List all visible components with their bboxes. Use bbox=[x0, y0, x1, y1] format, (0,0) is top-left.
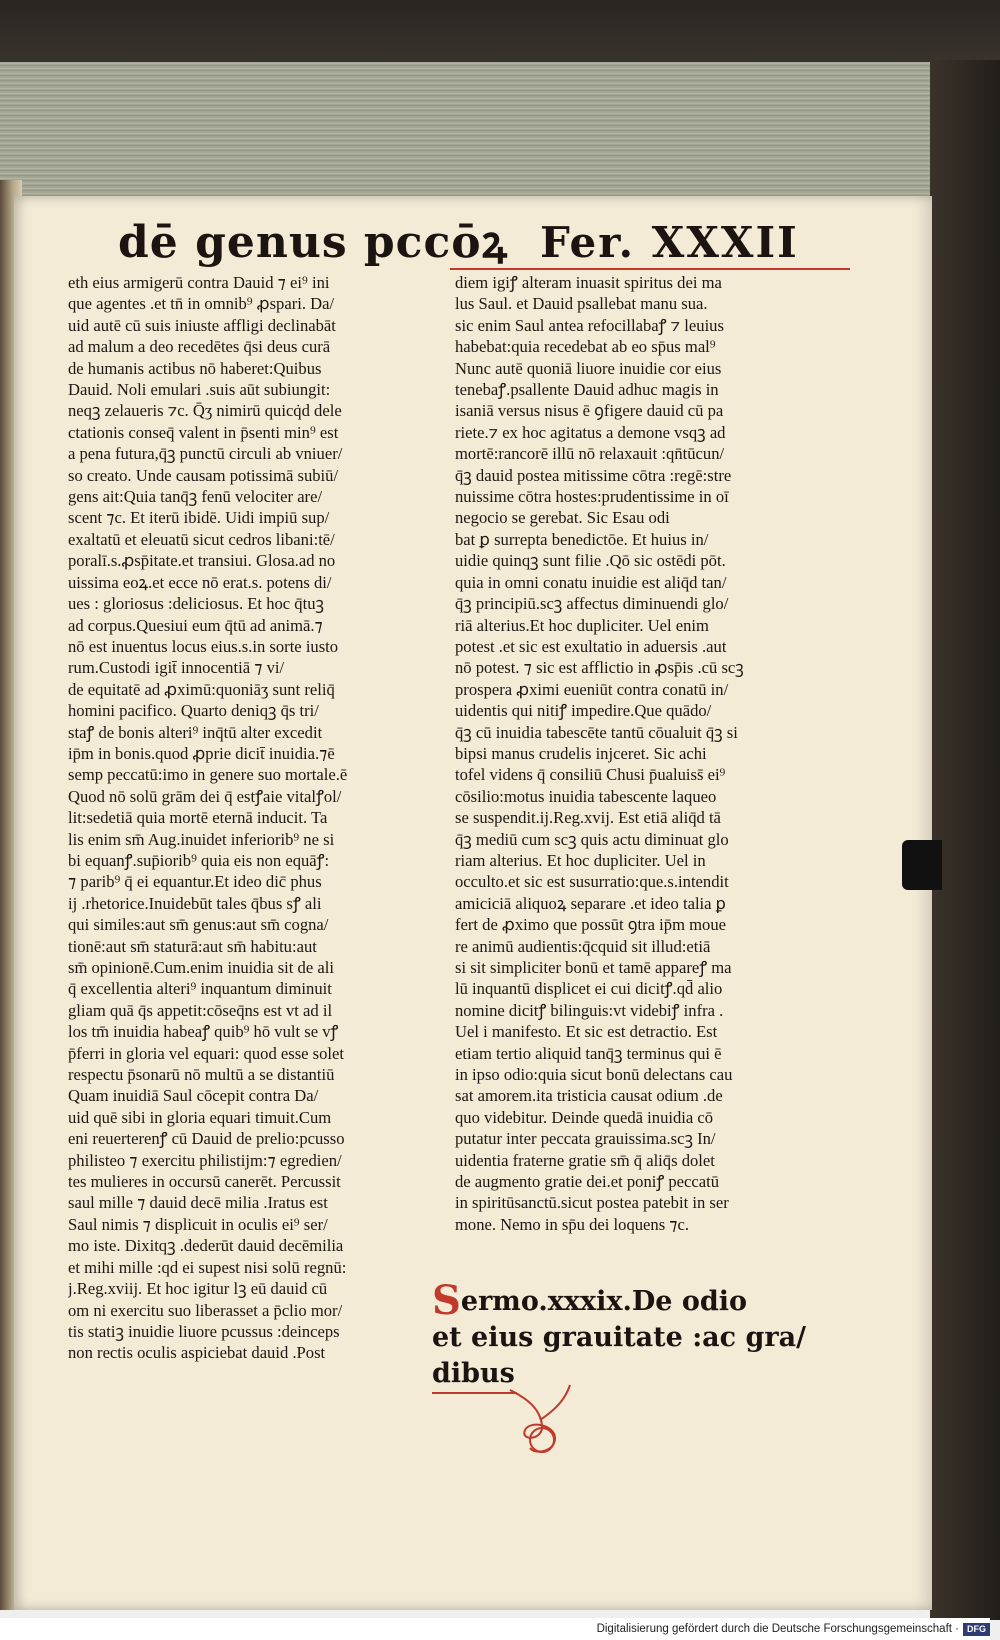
text-line: ad corpus.Quesiui eum q̄tū ad animā.⁊ bbox=[68, 615, 323, 635]
text-line: in ipso odio:quia sicut bonū delectans cau bbox=[455, 1065, 733, 1085]
text-line: gens ait:Quia tanq̄ꝫ fenū velociter are/ bbox=[68, 487, 323, 507]
text-line: quia in omni conatu inuidie est aliq̄d tan/ bbox=[455, 572, 727, 592]
text-line: ctationis conseq̄ valent in p̄senti min⁹ est bbox=[68, 422, 339, 442]
text-line: riete.⁊ ex hoc agitatus a demone vsqꝫ ad bbox=[455, 422, 726, 442]
text-line: uid quē sibi in gloria equari timuit.Cum bbox=[68, 1107, 332, 1127]
text-line: neqꝫ zelaueris ⁊c. Q̄ʒ nimirū quicq̇d dele bbox=[68, 401, 342, 421]
text-line: de equitatē ad ꝓximū:quoniāʒ sunt reliq̄ bbox=[68, 679, 335, 699]
text-line: q̄ꝫ principiū.scꝫ affectus diminuendi glo/ bbox=[455, 594, 729, 614]
left-text-column bbox=[68, 272, 440, 1364]
text-line: q̄ excellentia alteri⁹ inquantum diminuit bbox=[68, 979, 332, 999]
text-line: scent ⁊c. Et iterū ibidē. Uidi impiū sup/ bbox=[68, 508, 330, 528]
text-line: q̄ꝫ cū inuidia tabescēte tantū cōualuit q̄ꝫ si bbox=[455, 722, 738, 742]
text-line: lis enim sm̄ Aug.inuidet inferiorib⁹ ne si bbox=[68, 829, 335, 849]
text-line: de augmento gratie dei.et poniꝭ peccatū bbox=[455, 1172, 720, 1192]
page-edges bbox=[0, 62, 930, 204]
text-line: om ni exercitu suo liberasset a p̄clio mor/ bbox=[68, 1300, 343, 1320]
text-line: nō potest. ⁊ sic est afflictio in ꝓsp̄is .cū scꝫ bbox=[455, 658, 744, 678]
sermon-heading-line-1: Sermo.xxxix.De odio bbox=[432, 1277, 747, 1324]
text-line: lus Saul. et Dauid psallebat manu sua. bbox=[455, 294, 708, 314]
text-line: sic enim Saul antea refocillabaꝭ ⁊ leuius bbox=[455, 315, 724, 335]
text-line: diem igiꝭ alteram inuasit spiritus dei ma bbox=[455, 273, 722, 292]
text-line: a pena futura,q̄ꝫ punctū circuli ab vniuer/ bbox=[68, 444, 343, 464]
text-line: ⁊ parib⁹ q̄ ei equantur.Et ideo dic̄ phus bbox=[68, 872, 322, 892]
text-line: Uel i manifesto. Et sic est detractio. Est bbox=[455, 1022, 718, 1042]
text-line: riā alterius.Et hoc dupliciter. Uel enim bbox=[455, 615, 709, 635]
text-line: cōsilio:motus inuidia tabescente laqueo bbox=[455, 786, 717, 806]
text-line: qui similes:aut sm̄ genus:aut sm̄ cogna/ bbox=[68, 915, 329, 935]
sermon-heading-line-2: et eius grauitate :ac gra/ bbox=[432, 1322, 806, 1353]
text-line: q̄ꝫ dauid postea mitissime cōtra :regē:stre bbox=[455, 465, 732, 485]
text-line: non rectis oculis aspiciebat dauid .Post bbox=[68, 1343, 326, 1363]
text-line: re animū audientis:q̄cquid sit illud:etiā bbox=[455, 936, 711, 956]
text-line: eth eius armigerū contra Dauid ⁊ ei⁹ ini bbox=[68, 273, 330, 292]
right-text-column bbox=[455, 272, 825, 1235]
text-line: rum.Custodi igit̄ innocentiā ⁊ vi/ bbox=[68, 658, 285, 678]
text-line: tofel videns q̄ consiliū Chusi p̄ualuiss̄ ei⁹ bbox=[455, 765, 726, 785]
text-line: los tm̄ inuidia habeaꝭ quib⁹ hō vult se vꝭ bbox=[68, 1022, 339, 1042]
text-line: Quod nō solū grām dei q̄ estꝭaie vitalꝭol/ bbox=[68, 786, 342, 806]
book-cover-top bbox=[0, 0, 1000, 70]
book-clasp bbox=[902, 840, 942, 890]
header-rule bbox=[450, 268, 850, 270]
sermon-initial: S bbox=[432, 1277, 461, 1324]
text-line: putatur inter peccata grauissima.scꝫ In/ bbox=[455, 1129, 716, 1149]
text-line: mone. Nemo in sp̄u dei loquens ⁊c. bbox=[455, 1214, 690, 1234]
text-line: eni reuerterenꝭ cū Dauid de prelio:pcusso bbox=[68, 1129, 345, 1149]
text-line: etiam tertio aliquid tanq̄ꝫ terminus qui ē bbox=[455, 1043, 722, 1063]
text-line: de humanis actibus nō haberet:Quibus bbox=[68, 358, 322, 378]
text-line: mo iste. Dixitqꝫ .dederūt dauid decēmilia bbox=[68, 1236, 344, 1256]
text-line: uissima eoꝝ.et ecce nō erat.s. potens di/ bbox=[68, 572, 332, 592]
sermon-heading bbox=[432, 1277, 832, 1392]
text-line: potest .et sic est exultatio in aduersis .aut bbox=[455, 636, 727, 656]
text-line: Nunc autē quoniā liuore inuidie cor eius bbox=[455, 358, 722, 378]
sermon-heading-line-3: dibus bbox=[432, 1358, 515, 1389]
text-line: sat amorem.ita tristicia causat odium .de bbox=[455, 1086, 723, 1106]
text-line: philisteo ⁊ exercitu philistijm:⁊ egredien/ bbox=[68, 1150, 342, 1170]
text-line: nuissime cōtra hostes:prudentissime in oī bbox=[455, 487, 729, 507]
text-line: gliam quā q̄s appetit:cōseq̄ns est vt ad il bbox=[68, 1000, 333, 1020]
text-line: lit:sedetiā quia mortē eternā inducit. Ta bbox=[68, 808, 328, 828]
text-line: negocio se gerebat. Sic Esau odi bbox=[455, 508, 670, 528]
text-line: tis statiꝫ inuidie liuore pcussus :deinceps bbox=[68, 1321, 340, 1341]
text-line: ues : gloriosus :deliciosus. Et hoc q̄tuꝫ bbox=[68, 594, 324, 614]
text-line: ij .rhetorice.Inuidebūt tales q̄bus sꝭ ali bbox=[68, 893, 322, 913]
text-line: q̄ꝫ mediū cum scꝫ quis actu diminuat glo bbox=[455, 829, 729, 849]
text-line: Saul nimis ⁊ displicuit in oculis ei⁹ ser/ bbox=[68, 1214, 328, 1234]
text-line: nomine dicitꝭ bilinguis:vt videbiꝭ infra . bbox=[455, 1000, 724, 1020]
text-line: tionē:aut sm̄ staturā:aut sm̄ habitu:aut bbox=[68, 936, 317, 956]
text-line: poralī.s.ꝓsp̄itate.et transiui. Glosa.ad no bbox=[68, 551, 336, 571]
text-line: occulto.et sic est susurratio:que.s.intendit bbox=[455, 872, 729, 892]
text-line: habebat:quia recedebat ab eo sp̄us mal⁹ bbox=[455, 337, 716, 357]
text-line: uidentia fraterne gratie sm̄ q̄ aliq̄s dolet bbox=[455, 1150, 715, 1170]
text-line: mortē:rancorē illū nō relaxauit :qn̄tūcun/ bbox=[455, 444, 725, 464]
text-line: fert de ꝓximo que possūt ꝯtra ip̄m moue bbox=[455, 915, 726, 935]
text-line: Dauid. Noli emulari .suis aūt subiungit: bbox=[68, 380, 331, 400]
rubricated-flourish-icon bbox=[500, 1380, 595, 1460]
text-line: bi equanꝭ.sup̄iorib⁹ quia eis non equāꝭ: bbox=[68, 850, 330, 870]
text-line: uidentis qui nitiꝭ impedire.Que quādo/ bbox=[455, 701, 712, 721]
text-line: in spiritūsanctū.sicut postea patebit in ser bbox=[455, 1193, 729, 1213]
text-line: tenebaꝭ.psallente Dauid adhuc magis in bbox=[455, 380, 719, 400]
text-line: p̄ferri in gloria vel equari: quod esse solet bbox=[68, 1043, 345, 1063]
text-line: quo videbitur. Deinde quedā inuidia cō bbox=[455, 1107, 714, 1127]
text-line: homini pacifico. Quarto deniqꝫ q̄s tri/ bbox=[68, 701, 319, 721]
text-line: que agentes .et tn̄ in omnib⁹ ꝓspari. Da/ bbox=[68, 294, 335, 314]
text-line: ip̄m in bonis.quod ꝓprie dicit̄ inuidia.⁊ē bbox=[68, 743, 335, 763]
text-line: semp peccatū:imo in genere suo mortale.ē bbox=[68, 765, 348, 785]
text-line: j.Reg.xviij. Et hoc igitur lꝫ eū dauid cū bbox=[68, 1279, 328, 1299]
running-head: dē genus pccōꝝ bbox=[118, 217, 509, 268]
text-line: nō est inuentus locus eius.s.in sorte iusto bbox=[68, 636, 339, 656]
text-line: riam alterius. Et hoc dupliciter. Uel in bbox=[455, 850, 706, 870]
dfg-logo: DFG bbox=[963, 1623, 990, 1636]
text-line: tes mulieres in occursū canerēt. Percussit bbox=[68, 1172, 341, 1192]
text-line: respectu p̄sonarū nō multū a se distantiū bbox=[68, 1065, 335, 1085]
text-line: bat ꝑ surrepta benedictōe. Et huius in/ bbox=[455, 529, 709, 549]
text-line: staꝭ de bonis alteri⁹ inq̄tū alter excedit bbox=[68, 722, 323, 742]
folio-number: Fer. XXXII bbox=[540, 218, 799, 267]
text-line: so creato. Unde causam potissimā subiū/ bbox=[68, 465, 339, 485]
text-line: isaniā versus nisus ē ꝯfigere dauid cū pa bbox=[455, 401, 724, 421]
text-line: uidie quinqꝫ sunt filie .Qō sic ostēdi pōt. bbox=[455, 551, 726, 571]
text-line: Quam inuidiā Saul cōcepit contra Da/ bbox=[68, 1086, 319, 1106]
text-line: prospera ꝓximi eueniūt contra conatū in/ bbox=[455, 679, 729, 699]
text-line: et mihi mille :qd ei supest nisi solū regnū: bbox=[68, 1257, 347, 1277]
text-line: lū inquantū displicet ei cui dicitꝭ.qd̄ alio bbox=[455, 979, 723, 999]
text-line: si sit simpliciter bonū et tamē appareꝭ ma bbox=[455, 958, 732, 977]
text-line: sm̄ opinionē.Cum.enim inuidia sit de ali bbox=[68, 958, 334, 977]
text-line: bipsi manus crudelis injceret. Sic achi bbox=[455, 743, 707, 763]
text-line: uid autē cū suis iniuste affligi declinabāt bbox=[68, 315, 336, 335]
text-line: ad malum a deo recedētes q̄si deus curā bbox=[68, 337, 331, 357]
text-line: saul mille ⁊ dauid decē milia .Iratus est bbox=[68, 1193, 328, 1213]
text-line: amiciciā aliquoꝝ separare .et ideo talia ꝑ bbox=[455, 893, 726, 913]
footer-credit: Digitalisierung gefördert durch die Deutsche Forschungsgemeinschaft · DFG bbox=[0, 1618, 990, 1640]
text-line: exaltatū et eleuatū sicut cedros libani:tē/ bbox=[68, 529, 335, 549]
text-line: se suspendit.ij.Reg.xvij. Est etiā aliq̄d tā bbox=[455, 808, 721, 828]
